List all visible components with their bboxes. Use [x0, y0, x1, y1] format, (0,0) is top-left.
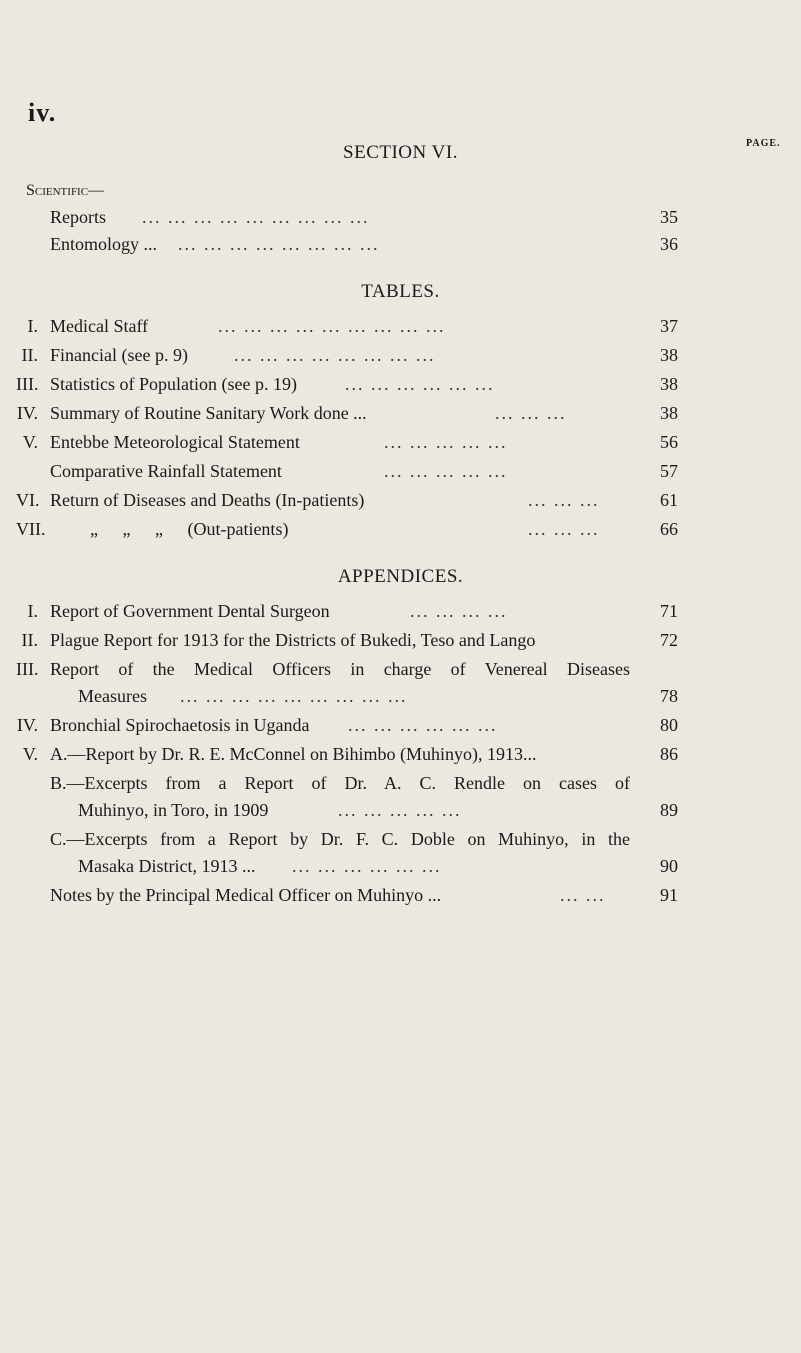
dot-leader: ... ... — [560, 885, 606, 905]
entry-title: Summary of Routine Sanitary Work done ... — [50, 403, 367, 423]
entry-numeral: IV. — [16, 403, 38, 423]
entry-page: 38 — [660, 403, 678, 423]
entry-title: Plague Report for 1913 for the Districts of Bukedi, Teso and Lango — [50, 630, 536, 650]
entry-title: C.—Excerpts from a Report by Dr. F. C. Doble on Muhinyo, in the — [50, 829, 630, 849]
entry-numeral: I. — [27, 601, 38, 621]
toc-entry-continuation — [0, 800, 801, 826]
entry-title: Return of Diseases and Deaths (In-patients) — [50, 490, 365, 510]
dot-leader: ... ... ... — [495, 403, 567, 423]
entry-page: 35 — [660, 207, 678, 227]
entry-numeral: III. — [16, 659, 39, 679]
entry-title: Financial (see p. 9) — [50, 345, 188, 365]
dot-leader: ... ... ... ... ... ... ... ... — [178, 234, 380, 254]
entry-title: Entomology ... — [50, 234, 157, 254]
dot-leader: ... ... ... ... ... — [384, 461, 508, 481]
entry-page: 37 — [660, 316, 678, 336]
entry-title: Bronchial Spirochaetosis in Uganda — [50, 715, 310, 735]
appendices-heading: APPENDICES. — [337, 566, 464, 587]
tables-heading: TABLES. — [361, 281, 440, 302]
page-column-heading: PAGE. — [746, 138, 781, 149]
entry-page: 78 — [660, 686, 678, 706]
toc-entry-continuation — [0, 686, 801, 712]
toc-entry — [0, 490, 801, 516]
entry-page: 72 — [660, 630, 678, 650]
entry-numeral: I. — [27, 316, 38, 336]
dot-leader: ... ... ... ... ... ... ... ... — [234, 345, 436, 365]
entry-title: Reports — [50, 207, 106, 227]
entry-title: Report of the Medical Officers in charge of Venereal Diseases — [50, 659, 630, 679]
entry-page: 89 — [660, 800, 678, 820]
dot-leader: ... ... ... ... ... — [338, 800, 462, 820]
entry-title: A.—Report by Dr. R. E. McConnel on Bihimbo (Muhinyo), 1913... — [50, 744, 537, 764]
entry-title: Comparative Rainfall Statement — [50, 461, 282, 481]
toc-entry-continuation — [0, 856, 801, 882]
entry-page: 71 — [660, 601, 678, 621]
dot-leader: ... ... ... ... ... ... — [345, 374, 495, 394]
entry-numeral: II. — [21, 630, 38, 650]
toc-entry — [0, 345, 801, 371]
entry-title: B.—Excerpts from a Report of Dr. A. C. Rendle on cases of — [50, 773, 630, 793]
entry-title: Notes by the Principal Medical Officer on Muhinyo ... — [50, 885, 442, 905]
entry-page: 66 — [660, 519, 678, 539]
toc-entry — [0, 773, 801, 799]
entry-numeral: VI. — [16, 490, 40, 510]
entry-title-continuation: Measures — [78, 686, 147, 706]
entry-numeral: IV. — [16, 715, 38, 735]
entry-title-continuation: Muhinyo, in Toro, in 1909 — [78, 800, 269, 820]
entry-numeral: V. — [22, 432, 38, 452]
toc-entry — [0, 461, 801, 487]
entry-title: Medical Staff — [50, 316, 149, 336]
toc-entry — [0, 829, 801, 855]
dot-leader: ... ... ... ... ... — [384, 432, 508, 452]
entry-page: 86 — [660, 744, 678, 764]
toc-entry — [0, 432, 801, 458]
dot-leader: ... ... ... ... ... ... ... ... ... — [218, 316, 446, 336]
toc-entry — [0, 316, 801, 342]
toc-entry — [0, 715, 801, 741]
entry-numeral: VII. — [16, 519, 46, 539]
toc-entry — [0, 207, 801, 233]
entry-title-continuation: Masaka District, 1913 ... — [78, 856, 256, 876]
toc-entry — [0, 519, 801, 545]
toc-entry — [0, 659, 801, 685]
toc-entry — [0, 403, 801, 429]
toc-entry — [0, 630, 801, 656]
category-label: Scientific— — [26, 182, 105, 199]
toc-entry — [0, 744, 801, 770]
dot-leader: ... ... ... ... — [410, 601, 508, 621]
entry-numeral: III. — [16, 374, 39, 394]
entry-page: 80 — [660, 715, 678, 735]
dot-leader: ... ... ... — [528, 519, 600, 539]
entry-page: 56 — [660, 432, 678, 452]
entry-numeral: V. — [22, 744, 38, 764]
entry-title: Report of Government Dental Surgeon — [50, 601, 330, 621]
entry-title: „ „ „ (Out-patients) — [90, 519, 289, 539]
section-heading: SECTION VI. — [343, 142, 458, 163]
dot-leader: ... ... ... ... ... ... — [348, 715, 498, 735]
toc-entry — [0, 374, 801, 400]
entry-page: 61 — [660, 490, 678, 510]
dot-leader: ... ... ... ... ... ... ... ... ... — [142, 207, 370, 227]
dot-leader: ... ... ... ... ... ... — [292, 856, 442, 876]
entry-page: 57 — [660, 461, 678, 481]
entry-page: 38 — [660, 374, 678, 394]
toc-entry — [0, 885, 801, 911]
entry-page: 38 — [660, 345, 678, 365]
entry-page: 90 — [660, 856, 678, 876]
toc-entry — [0, 234, 801, 260]
dot-leader: ... ... ... — [528, 490, 600, 510]
entry-page: 36 — [660, 234, 678, 254]
toc-entry — [0, 601, 801, 627]
entry-title: Statistics of Population (see p. 19) — [50, 374, 297, 394]
folio-number: iv. — [28, 98, 57, 127]
entry-numeral: II. — [21, 345, 38, 365]
entry-page: 91 — [660, 885, 678, 905]
dot-leader: ... ... ... ... ... ... ... ... ... — [180, 686, 408, 706]
entry-title: Entebbe Meteorological Statement — [50, 432, 300, 452]
